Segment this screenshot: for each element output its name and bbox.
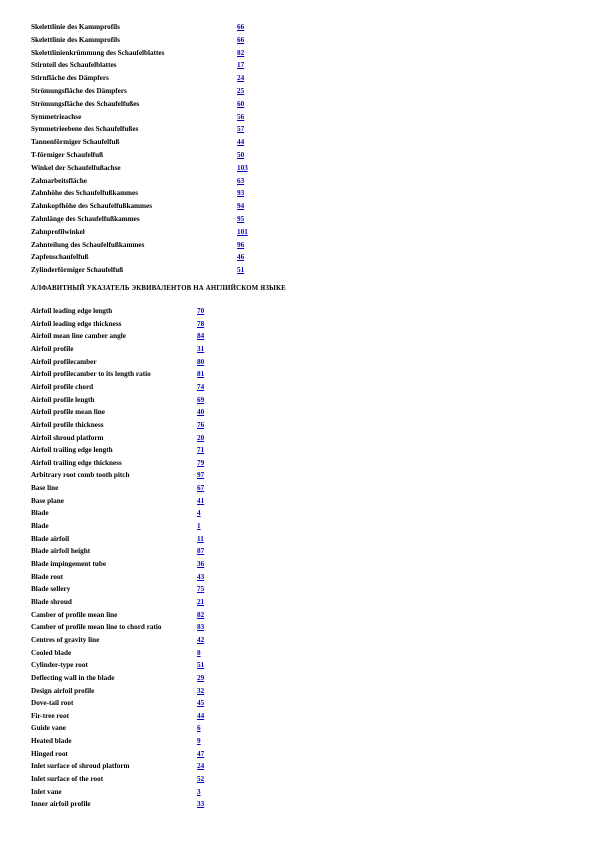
index-term: Zahnhöhe des Schaufelfußkammes <box>31 189 139 198</box>
page-number-link[interactable]: 33 <box>197 800 205 809</box>
index-term: Symmetrieebene des Schaufelfußes <box>31 125 139 134</box>
index-term: Symmetrieachse <box>31 112 82 121</box>
page-number-link[interactable]: 46 <box>237 253 245 262</box>
page-number-link[interactable]: 101 <box>237 227 248 236</box>
index-term: Zahnarbeitsfläche <box>31 176 87 185</box>
page-number-link[interactable]: 56 <box>237 112 245 121</box>
index-term: Skelettlinie des Kammprofils <box>31 23 120 31</box>
page-number-link[interactable]: 21 <box>197 597 205 606</box>
page-number-link[interactable]: 57 <box>237 125 245 134</box>
page-number-link[interactable]: 66 <box>237 35 245 44</box>
page-number-link[interactable]: 1 <box>197 522 201 531</box>
index-term: Base line <box>31 484 59 493</box>
index-term: Dove-tail root <box>31 699 74 708</box>
index-term: Strömungsfläche des Schaufelfußes <box>31 99 140 108</box>
page-number-link[interactable]: 44 <box>237 138 245 147</box>
index-term: Airfoil trailing edge length <box>31 446 113 455</box>
index-term: Airfoil trailing edge thickness <box>31 458 122 467</box>
page-number-link[interactable]: 36 <box>197 560 205 568</box>
index-term: Blade <box>31 509 49 518</box>
page-number-link[interactable]: 9 <box>197 737 201 746</box>
index-term: Inner airfoil profile <box>31 800 91 809</box>
index-term: Blade shroud <box>31 597 72 606</box>
page-number-link[interactable]: 3 <box>197 787 201 796</box>
page-number-link[interactable]: 11 <box>197 534 204 543</box>
page-number-link[interactable]: 50 <box>237 151 245 159</box>
index-term: Arbitrary root comb tooth pitch <box>31 471 130 480</box>
page-number-link[interactable]: 40 <box>197 408 205 417</box>
index-term: Airfoil profilecamber to its length ratio <box>31 370 151 379</box>
page-number-link[interactable]: 94 <box>237 202 245 211</box>
page-number-link[interactable]: 96 <box>237 240 245 249</box>
index-term: Zylinderförmiger Schaufelfuß <box>31 266 124 275</box>
index-term: Skelettlinie des Kammprofils <box>31 35 120 44</box>
page-number-link[interactable]: 78 <box>197 319 205 328</box>
index-term: Zahnteilung des Schaufelfußkammes <box>31 240 145 249</box>
page-number-link[interactable]: 95 <box>237 215 245 223</box>
index-term: Camber of profile mean line <box>31 610 118 619</box>
index-term: Heated blade <box>31 737 72 746</box>
index-term: Base plane <box>31 496 64 505</box>
index-term: T-förmiger Schaufelfuß <box>31 151 104 159</box>
page-number-link[interactable]: 80 <box>197 357 205 366</box>
page-number-link[interactable]: 76 <box>197 420 205 429</box>
index-term: Cylinder-type root <box>31 661 88 670</box>
page-number-link[interactable]: 81 <box>197 370 205 379</box>
page-number-link[interactable]: 51 <box>197 661 205 670</box>
page-number-link[interactable]: 45 <box>197 699 205 708</box>
index-term: Airfoil leading edge length <box>31 307 113 315</box>
index-term: Strömungsfläche des Dämpfers <box>31 87 127 95</box>
page-number-link[interactable]: 84 <box>197 332 205 341</box>
index-term: Blade impingement tube <box>31 560 107 568</box>
page-number-link[interactable]: 6 <box>197 724 201 733</box>
index-term: Airfoil profile length <box>31 395 95 404</box>
index-term: Camber of profile mean line to chord ratio <box>31 623 162 632</box>
index-term: Airfoil profile <box>31 344 74 353</box>
page-number-link[interactable]: 70 <box>197 307 205 315</box>
index-term: Zahnlänge des Schaufelfußkammes <box>31 215 140 223</box>
page-number-link[interactable]: 42 <box>197 635 205 644</box>
page-number-link[interactable]: 75 <box>197 585 205 594</box>
index-term: Zahnkopfhöhe des Schaufelfußkammes <box>31 202 153 211</box>
page-number-link[interactable]: 74 <box>197 382 205 391</box>
page-number-link[interactable]: 103 <box>237 163 248 172</box>
page-number-link[interactable]: 67 <box>197 484 205 493</box>
page-number-link[interactable]: 82 <box>237 48 245 57</box>
index-term: Guide vane <box>31 724 66 733</box>
index-term: Design airfoil profile <box>31 686 95 695</box>
page-number-link[interactable]: 60 <box>237 99 245 108</box>
page-number-link[interactable]: 41 <box>197 496 205 505</box>
english-index-heading: АЛФАВИТНЫЙ УКАЗАТЕЛЬ ЭКВИВАЛЕНТОВ НА АНГЛИЙСКОМ ЯЗЫКЕ <box>31 285 286 292</box>
page-number-link[interactable]: 29 <box>197 673 205 682</box>
index-term: Blade airfoil height <box>31 547 91 556</box>
index-term: Deflecting wall in the blade <box>31 673 115 682</box>
page-number-link[interactable]: 52 <box>197 775 205 784</box>
index-term: Blade airfoil <box>31 534 70 543</box>
page-number-link[interactable]: 20 <box>197 433 205 442</box>
index-term: Zapfenschaufelfuß <box>31 253 89 262</box>
page-number-link[interactable]: 51 <box>237 266 245 275</box>
index-term: Inlet surface of the root <box>31 775 104 784</box>
index-term: Stirnfläche des Dämpfers <box>31 74 109 83</box>
page-number-link[interactable]: 31 <box>197 344 205 353</box>
index-term: Inlet surface of shroud platform <box>31 762 130 771</box>
index-term: Stirnteil des Schaufelblattes <box>31 61 117 70</box>
index-term: Airfoil profile thickness <box>31 420 104 429</box>
page-number-link[interactable]: 63 <box>237 176 245 185</box>
index-term: Airfoil leading edge thickness <box>31 319 122 328</box>
index-term: Blade sellery <box>31 585 71 594</box>
index-term: Tannenförmiger Schaufelfuß <box>31 138 120 147</box>
page-number-link[interactable]: 66 <box>237 23 245 31</box>
index-term: Airfoil profilecamber <box>31 357 97 366</box>
index-term: Fir-tree root <box>31 711 69 720</box>
page-number-link[interactable]: 24 <box>197 762 205 771</box>
page-number-link[interactable]: 4 <box>197 509 201 518</box>
page-number-link[interactable]: 47 <box>197 749 205 758</box>
page-number-link[interactable]: 25 <box>237 87 245 95</box>
index-term: Skelettlinienkrümmung des Schaufelblattes <box>31 48 165 57</box>
index-term: Inlet vane <box>31 787 62 796</box>
page-number-link[interactable]: 79 <box>197 458 205 467</box>
page-number-link[interactable]: 82 <box>197 610 205 619</box>
page-number-link[interactable]: 71 <box>197 446 205 455</box>
index-term: Blade <box>31 522 49 531</box>
page-number-link[interactable]: 17 <box>237 61 245 70</box>
page-number-link[interactable]: 83 <box>197 623 205 632</box>
index-term: Airfoil profile chord <box>31 382 94 391</box>
index-term: Airfoil shroud platform <box>31 433 104 442</box>
page-number-link[interactable]: 43 <box>197 572 205 581</box>
page-number-link[interactable]: 69 <box>197 395 205 404</box>
index-term: Hinged root <box>31 749 68 758</box>
page-number-link[interactable]: 44 <box>197 711 205 720</box>
index-term: Blade root <box>31 572 64 581</box>
page-number-link[interactable]: 24 <box>237 74 245 83</box>
page-number-link[interactable]: 87 <box>197 547 205 556</box>
page-number-link[interactable]: 97 <box>197 471 205 480</box>
index-term: Airfoil mean line camber angle <box>31 332 126 341</box>
index-term: Zahnprofilwinkel <box>31 227 85 236</box>
page-number-link[interactable]: 8 <box>197 648 201 657</box>
index-term: Airfoil profile mean line <box>31 408 105 417</box>
page-number-link[interactable]: 93 <box>237 189 245 198</box>
page-number-link[interactable]: 32 <box>197 686 205 695</box>
index-term: Winkel der Schaufelfußachse <box>31 163 121 172</box>
index-term: Cooled blade <box>31 648 72 657</box>
index-term: Centres of gravity line <box>31 635 100 644</box>
